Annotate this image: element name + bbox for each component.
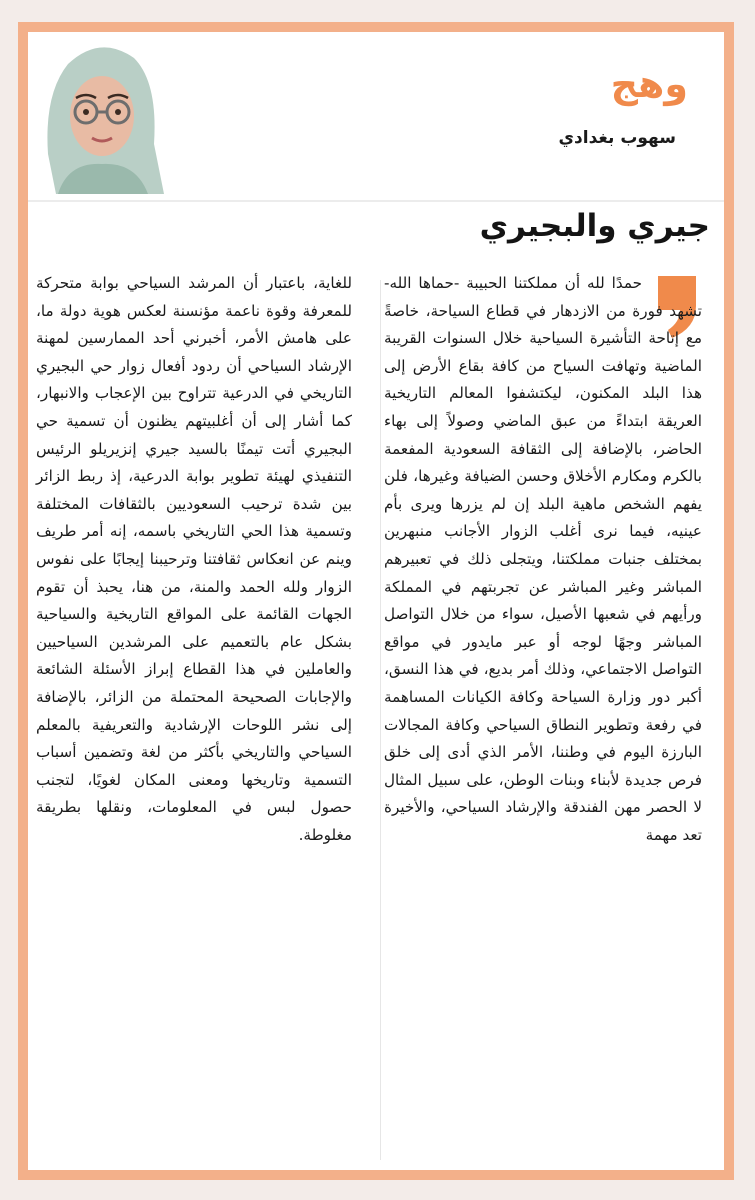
column-divider [380, 280, 381, 1160]
author-photo [38, 34, 166, 194]
column-name: وهج [610, 62, 688, 106]
article-body-left-column: للغاية، باعتبار أن المرشد السياحي بوابة متحركة للمعرفة وقوة ناعمة مؤنسنة لعكس هوية دولة ما، على هامش الأمر، أخبرني أحد الممارسين لمهنة الإرشاد السياحي أن ردود أفعال زوار حي البجيري التاريخي في الدرعية تتراوح بين الإعجاب والانبهار، كما أشار إلى أن أغلبيتهم يظنون أن تسمية حي البجيري أتت تيمنًا بالسيد جيري إنزيريلو الرئيس التنفيذي لهيئة تطوير بوابة الدرعية، إذ ربط الزائر بين شدة ترحيب السعوديين بالثقافات المختلفة وتسمية هذا الحي التاريخي باسمه، إنه أمر طريف وينم عن انعكاس ثقافتنا وترحيبنا إيجابًا على نفوس الزوار ولله الحمد والمنة، من هنا، يحبذ أن تقوم الجهات القائمة على المواقع التاريخية والسياحية بشكل عام بالتعميم على المرشدين السياحيين والعاملين في هذا القطاع إبراز الأسئلة الشائعة والإجابات الصحيحة المحتملة من الزائر، بالإضافة إلى نشر اللوحات الإرشادية والتعريفية بالمعلم السياحي والتاريخي بأكثر من لغة وتضمين أسباب التسمية وتاريخها ومعنى المكان لغويًا، لتجنب حصول لبس في المعلومات، ونقلها بطريقة مغلوطة. [36, 274, 352, 844]
article-body-right-column: حمدًا لله أن مملكتنا الحبيبة -حماها الله- تشهد فورة من الازدهار في قطاع السياحة، خاصةً مع إتاحة التأشيرة السياحية خلال السنوات القريبة الماضية وتهافت السياح من كافة بقاع الأرض إلى هذا البلد المكنون، ليكتشفوا المعالم التاريخية العريقة ابتداءً من عبق الماضي وصولاً إلى بهاء الحاضر، بالإضافة إلى الثقافة السعودية المفعمة بالكرم ومكارم الأخلاق وحسن الضيافة وغيرها، فلن يفهم الشخص ماهية البلد إن لم يزرها ويرى بأم عينيه، فيما نرى أغلب الزوار الأجانب منبهرين بمختلف جنبات مملكتنا، ويتجلى ذلك في تعبيرهم المباشر وغير المباشر عن تجربتهم في المملكة ورأيهم في شعبها الأصيل، سواء من خلال التواصل المباشر وجهًا لوجه أو عبر مايدور في مواقع التواصل الاجتماعي، وذلك أمر بديع، في هذا النسق، أكبر دور وزارة السياحة وكافة الكيانات المساهمة في رفعة وتطوير النطاق السياحي وكافة المجالات البارزة اليوم في وطننا، الأمر الذي أدى إلى خلق فرص جديدة لأبناء وبنات الوطن، على سبيل المثال لا الحصر مهن الفندقة والإرشاد السياحي، والأخيرة تعد مهمة [384, 274, 702, 844]
column-header [28, 32, 724, 202]
article-title: جيري والبجيري [479, 208, 710, 244]
article-frame [18, 22, 734, 1180]
author-name: سهوب بغدادي [558, 128, 676, 148]
